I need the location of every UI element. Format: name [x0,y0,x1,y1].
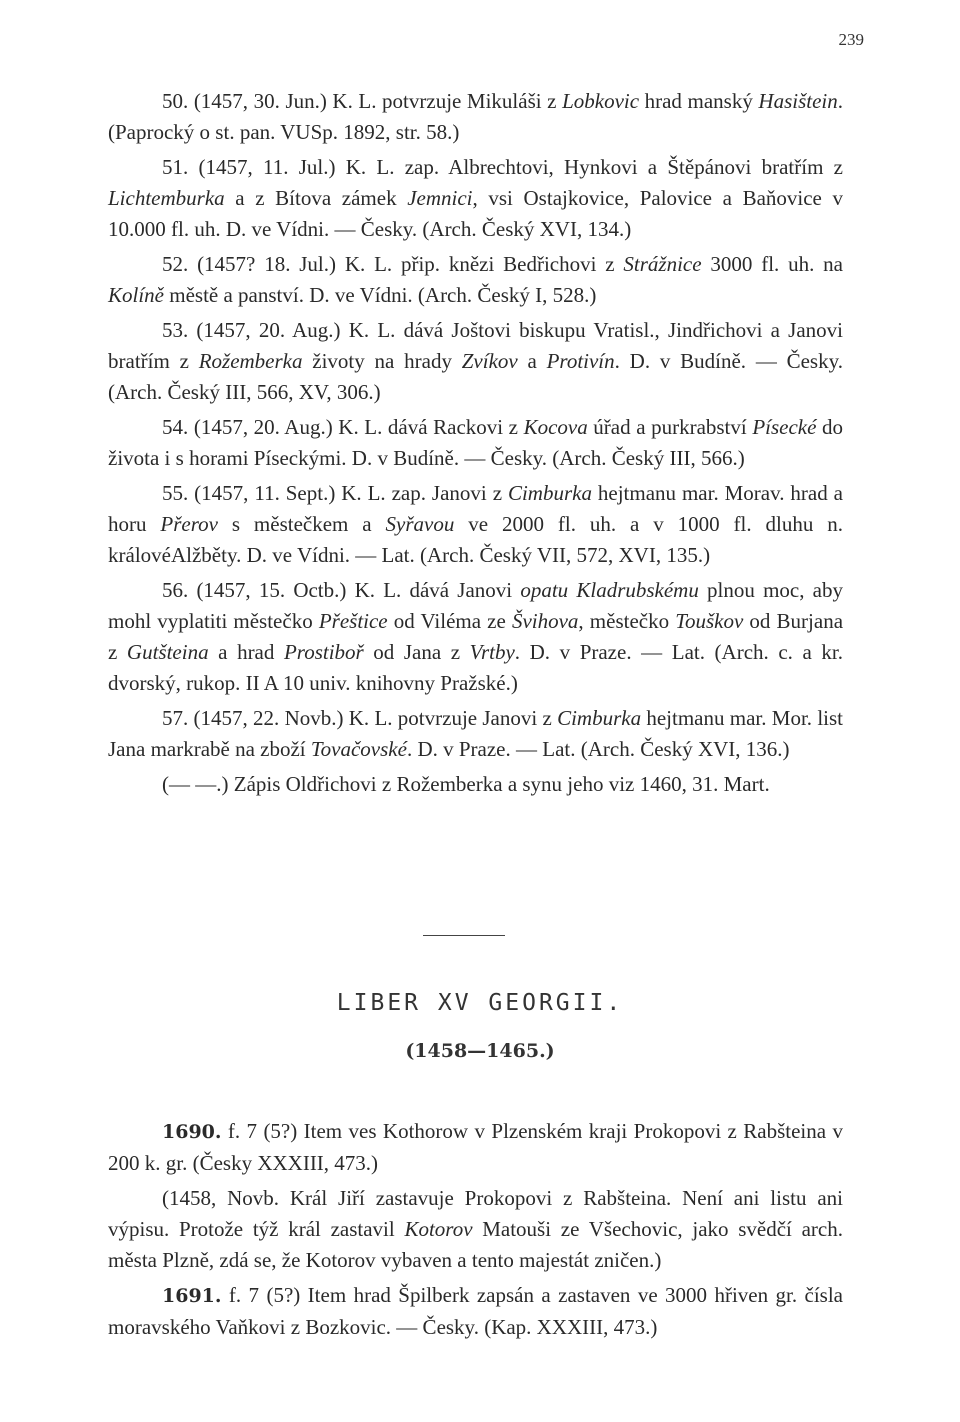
entry-text: (— —.) Zápis Oldřichovi z Rožemberka a synu jeho viz 1460, 31. Mart. [162,772,770,796]
entry-number: 1690. [162,1121,222,1143]
entry-text: 3000 fl. uh. na [701,252,843,276]
entry-50 [108,86,843,148]
entry-text: od Jana z [363,640,470,664]
entry-56 [108,575,843,699]
page-number: 239 [838,30,864,49]
place-name: Cimburka [507,481,592,505]
entry-text: , městečko [578,609,676,633]
entry-text: životy na hrady [302,349,462,373]
place-name: Strážnice [623,252,702,276]
entry-text: Matouši ze Všechovic, jako svědčí arch. města Plzně, zdá se, že Kotorov vybaven a tento majestát zničen.) [108,1217,843,1272]
entry-note [108,769,843,800]
entry-text: úřad a purkrabství [587,415,753,439]
place-name: Přeštice [318,609,388,633]
entry-text: ve 2000 fl. uh. a v 1000 fl. dluhu n. královéAlžběty. D. ve Vídni. — Lat. (Arch. Český VII, 572, XVI, 135.) [108,512,843,567]
section-title: LIBER XV GEORGII. [336,990,624,1016]
entry-text: 52. (1457? 18. Jul.) K. L. přip. knězi Bedřichovi z [162,252,624,276]
entry-text: s městečkem a [217,512,386,536]
place-name: Rožemberka [198,349,303,373]
place-name: Tovačovské [310,737,407,761]
entry-text: od Viléma ze [387,609,512,633]
entry-text: f. 7 (5?) Item ves Kothorow v Plzenském kraji Prokopovi z Rabšteina v 200 k. gr. (Česky XXXIII, 473.) [108,1119,843,1175]
entry-text: 56. (1457, 15. Octb.) K. L. dává Janovi [162,578,521,602]
place-name: Cimburka [557,706,642,730]
place-name: Touškov [675,609,744,633]
entry-text: . D. v Budíně. — Česky. (Arch. Český III, 566, XV, 306.) [108,349,843,404]
place-name: Kotorov [404,1217,473,1241]
place-name: opatu Kladrubskému [520,578,699,602]
entry-text: 50. (1457, 30. Jun.) K. L. potvrzuje Mikuláši z [162,89,563,113]
entry-text: a hrad [208,640,284,664]
entry-text: , vsi Ostajkovice, Palovice a Baňovice v 10.000 fl. uh. D. ve Vídni. — Česky. (Arch. Český XVI, 134.) [108,186,844,241]
entry-text: 54. (1457, 20. Aug.) K. L. dává Rackovi z [162,415,524,439]
entry-text: hrad manský [639,89,759,113]
entry-55 [108,478,843,571]
entry-1691 [108,1280,843,1343]
place-name: Lobkovic [562,89,640,113]
entry-52 [108,249,843,311]
place-name: Písecké [752,415,817,439]
place-name: Protivín [546,349,615,373]
entry-text: od Burjana z [108,609,844,664]
entry-text: . D. v Praze. — Lat. (Arch. Český XVI, 136.) [406,737,790,761]
entry-1690 [108,1116,843,1179]
place-name: Kocova [523,415,588,439]
place-name: Prostiboř [283,640,364,664]
place-name: Lichtemburka [108,186,225,210]
entry-text: 53. (1457, 20. Aug.) K. L. dává Joštovi biskupu Vratisl., Jindřichovi a Janovi bratřím z [108,318,843,373]
place-name: Vrtby [469,640,515,664]
entries-top [108,86,843,804]
entry-text: (1458, Novb. Král Jiří zastavuje Prokopovi z Rabšteina. Není ani listu ani výpisu. Protože týž král zastavil [108,1186,843,1241]
entry-53 [108,315,843,408]
entry-text: . D. v Praze. — Lat. (Arch. c. a kr. dvorský, rukop. II A 10 univ. knihovny Pražské.) [108,640,843,695]
entries-bottom [108,1116,843,1347]
section-divider [423,935,505,936]
entry-text: a [517,349,547,373]
place-name: Kolíně [108,283,164,307]
place-name: Hasištein [758,89,838,113]
place-name: Syřavou [385,512,455,536]
place-name: Švihova [511,609,579,633]
entry-text: hejtmanu mar. Mor. list Jana markrabě na zboží [108,706,843,761]
entry-54 [108,412,843,474]
place-name: Gutšteina [126,640,209,664]
entry-text: 57. (1457, 22. Novb.) K. L. potvrzuje Janovi z [162,706,558,730]
entry-text: 55. (1457, 11. Sept.) K. L. zap. Janovi z [162,481,508,505]
place-name: Přerov [160,512,218,536]
entry-text: . (Paprocký o st. pan. VUSp. 1892, str. 58.) [108,89,843,144]
entry-51 [108,152,843,245]
entry-text: do života i s horami Píseckými. D. v Budíně. — Česky. (Arch. Český III, 566.) [108,415,844,470]
entry-text: f. 7 (5?) Item hrad Špilberk zapsán a zastaven ve 3000 hřiven gr. čísla moravského Vaňkovi z Bozkovic. — Česky. (Kap. XXXIII, 473.) [108,1283,843,1339]
entry-57 [108,703,843,765]
entry-text: hejtmanu mar. Morav. hrad a horu [108,481,843,536]
section-years: (1458—1465.) [405,1040,555,1062]
entry-text: plnou moc, aby mohl vyplatiti městečko [108,578,844,633]
entry-text: 51. (1457, 11. Jul.) K. L. zap. Albrechtovi, Hynkovi a Štěpánovi bratřím z [162,155,843,179]
entry-number: 1691. [162,1285,222,1307]
entry-text: městě a panství. D. ve Vídni. (Arch. Český I, 528.) [164,283,597,307]
entry-1690-note [108,1183,843,1276]
place-name: Jemnici [407,186,473,210]
entry-text: a z Bítova zámek [224,186,408,210]
place-name: Zvíkov [461,349,518,373]
